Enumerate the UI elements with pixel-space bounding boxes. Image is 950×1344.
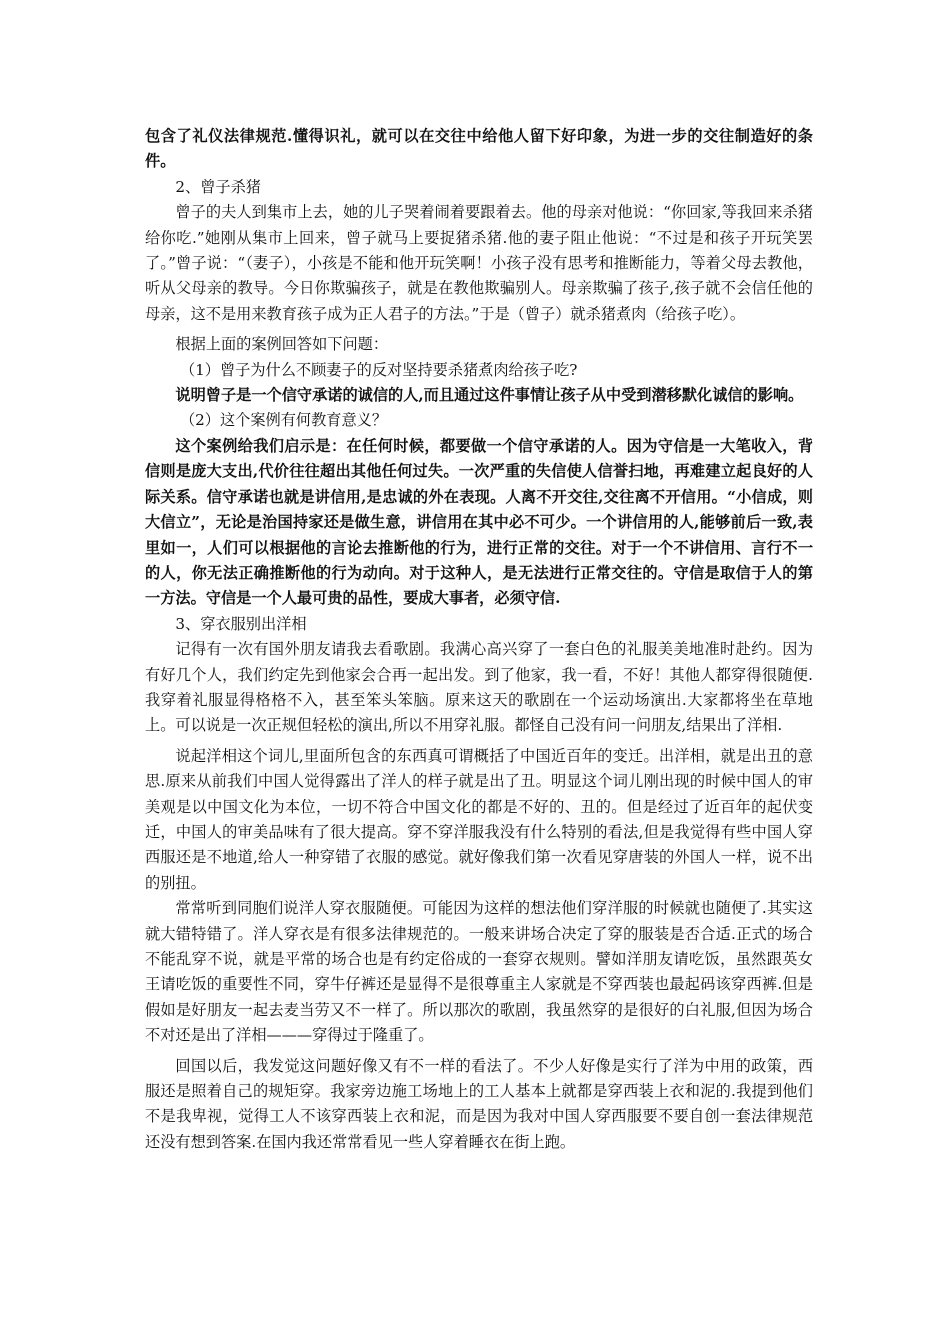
zengzi-story-paragraph: 曾子的夫人到集市上去，她的儿子哭着闹着要跟着去。他的母亲对他说：“你回家,等我回来杀猪给你吃.”她刚从集市上回来，曾子就马上要捉猪杀猪.他的妻子阻止他说：“不过是和孩子开玩笑罢了。”曾子说：“（妻子），小孩是不能和他开玩笑啊！小孩子没有思考和推断能力，等着父母去教他，听从父母亲的教导。今日你欺骗孩子，就是在教他欺骗别人。母亲欺骗了孩子,孩子就不会信任他的母亲，这不是用来教育孩子成为正人君子的方法。”于是（曾子）就杀猪煮肉（给孩子吃）。 [145,203,813,323]
answer-2: 这个案例给我们启示是：在任何时候，都要做一个信守承诺的人。因为守信是一大笔收入，背信则是庞大支出,代价往往超出其他任何过失。一次严重的失信使人信誉扫地，再难建立起良好的人际关系。信守承诺也就是讲信用,是忠诚的外在表现。人离不开交往,交往离不开信用。“小信成，则大信立”，无论是治国持家还是做生意，讲信用在其中必不可少。一个讲信用的人,能够前后一致,表里如一，人们可以根据他的言论去推断他的行为，进行正常的交往。对于一个不讲信用、言行不一的人，你无法正确推断他的行为动向。对于这种人，是无法进行正常交往的。守信是取信于人的第一方法。守信是一个人最可贵的品性，要成大事者，必须守信. [145,436,813,608]
question-prompt: 根据上面的案例回答如下问题： [175,335,389,354]
opera-paragraph: 记得有一次有国外朋友请我去看歌剧。我满心高兴穿了一套白色的礼服美美地准时赴约。因为有好几个人，我们约定先到他家会合再一起出发。到了他家，我一看，不好！其他人都穿得很随便.我穿着礼服显得格格不入，甚至笨头笨脑。原来这天的歌剧在一个运动场演出.大家都将坐在草地上。可以说是一次正规但轻松的演出,所以不用穿礼服。都怪自己没有问一问朋友,结果出了洋相. [145,640,813,735]
section-heading-zengzi: 2、曾子杀猪 [175,177,261,196]
casual-dress-paragraph: 常常听到同胞们说洋人穿衣服随便。可能因为这样的想法他们穿洋服的时候就也随便了.其实这就大错特错了。洋人穿衣是有很多法律规范的。一般来讲场合决定了穿的服装是否合适.正式的场合不能乱穿不说，就是平常的场合也是有约定俗成的一套穿衣规则。譬如洋朋友请吃饭，虽然跟英女王请吃饭的重要性不同，穿牛仔裤还是显得不是很尊重主人家就是不穿西装也最起码该穿西裤.但是假如是好朋友一起去麦当劳又不一样了。所以那次的歌剧，我虽然穿的是很好的白礼服,但因为场合不对还是出了洋相———穿得过于隆重了。 [145,899,813,1045]
intro-paragraph: 包含了礼仪法律规范.懂得识礼，就可以在交往中给他人留下好印象，为进一步的交往制造好的条件。 [145,127,813,171]
section-heading-clothing: 3、穿衣服别出洋相 [175,614,307,633]
question-1: （1）曾子为什么不顾妻子的反对坚持要杀猪煮肉给孩子吃? [179,360,578,379]
return-home-paragraph: 回国以后，我发觉这问题好像又有不一样的看法了。不少人好像是实行了洋为中用的政策，西服还是照着自己的规矩穿。我家旁边施工场地上的工人基本上就都是穿西装上衣和泥的.我提到他们不是我卑视，觉得工人不该穿西装上衣和泥，而是因为我对中国人穿西服要不要自创一套法律规范还没有想到答案.在国内我还常常看见一些人穿着睡衣在街上跑。 [145,1056,813,1151]
document-page [145,124,813,1155]
question-2: （2）这个案例有何教育意义？ [179,411,388,430]
answer-1: 说明曾子是一个信守承诺的诚信的人,而且通过这件事情让孩子从中受到潜移默化诚信的影响。 [175,386,804,405]
yangxiang-paragraph: 说起洋相这个词儿,里面所包含的东西真可谓概括了中国近百年的变迁。出洋相，就是出丑的意思.原来从前我们中国人觉得露出了洋人的样子就是出了丑。明显这个词儿刚出现的时候中国人的审美观是以中国文化为本位，一切不符合中国文化的都是不好的、丑的。但是经过了近百年的起伏变迁，中国人的审美品味有了很大提高。穿不穿洋服我没有什么特别的看法,但是我觉得有些中国人穿西服还是不地道,给人一种穿错了衣服的感觉。就好像我们第一次看见穿唐装的外国人一样，说不出的别扭。 [145,746,813,892]
